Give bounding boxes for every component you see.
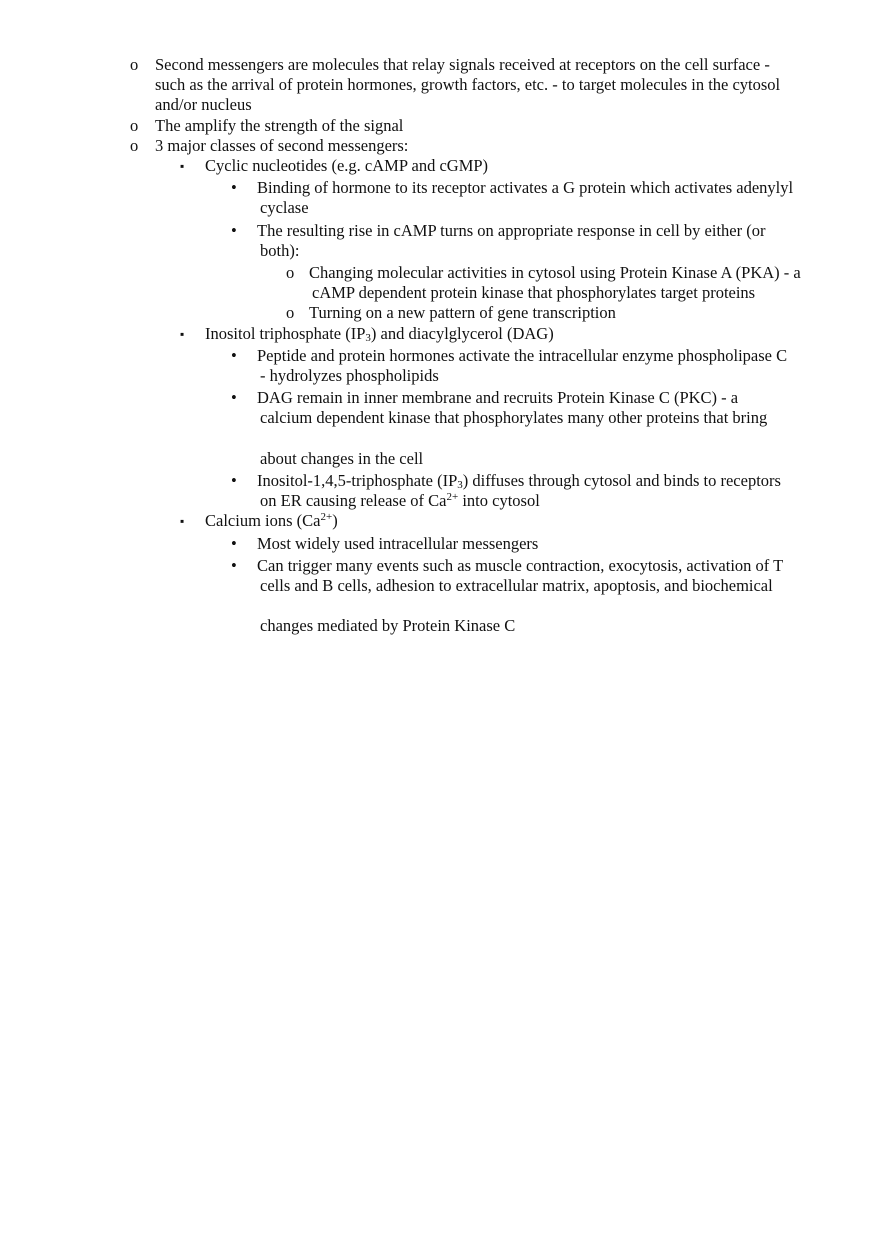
- round-bullet-marker: •: [231, 388, 237, 408]
- text-fragment: Inositol triphosphate (IP: [205, 323, 366, 343]
- list-item-cyclic-nucleotides: [0, 156, 880, 176]
- list-item-second-messengers-definition: [0, 55, 880, 116]
- list-item-inositol-triphosphate: [0, 324, 880, 344]
- subscript: 3: [457, 479, 463, 492]
- list-item-gene-transcription: [0, 303, 880, 323]
- text-fragment: into cytosol: [458, 491, 540, 511]
- text-line: Second messengers are molecules that relay signals received at receptors on the cell surface -: [155, 55, 770, 74]
- round-bullet-marker: •: [231, 555, 237, 575]
- round-bullet-marker: •: [231, 345, 237, 365]
- text-fragment: Calcium ions (Ca: [205, 511, 321, 531]
- text-line: Can trigger many events such as muscle contraction, exocytosis, activation of T: [257, 555, 784, 575]
- text-line: Binding of hormone to its receptor activates a G protein which activates adenylyl: [257, 178, 794, 198]
- text-fragment: ) diffuses through cytosol and binds to receptors: [462, 471, 781, 491]
- list-item-trigger-events: [0, 556, 880, 637]
- text-line: - hydrolyzes phospholipids: [260, 366, 439, 386]
- hollow-bullet-marker: o: [130, 115, 139, 135]
- text-line: both):: [260, 240, 300, 260]
- text-line: DAG remain in inner membrane and recruits Protein Kinase C (PKC) - a: [257, 388, 739, 408]
- list-item-phospholipase-c: [0, 346, 880, 386]
- text-line: Turning on a new pattern of gene transcription: [309, 303, 616, 323]
- list-item-major-classes: [0, 136, 880, 156]
- text-line: cells and B cells, adhesion to extracellular matrix, apoptosis, and biochemical: [260, 576, 773, 596]
- superscript: 2+: [320, 511, 333, 524]
- text-line: Cyclic nucleotides (e.g. cAMP and cGMP): [205, 156, 489, 176]
- round-bullet-marker: •: [231, 533, 237, 553]
- square-bullet-marker: ▪: [180, 159, 185, 174]
- text-fragment: Inositol-1,4,5-triphosphate (IP: [257, 471, 458, 491]
- text-line: about changes in the cell: [260, 448, 424, 468]
- list-item-pka: [0, 263, 880, 303]
- text-line: Most widely used intracellular messengers: [257, 533, 539, 553]
- round-bullet-marker: •: [231, 178, 237, 198]
- hollow-bullet-marker: o: [130, 135, 139, 155]
- text-fragment: on ER causing release of Ca: [260, 491, 447, 511]
- text-fragment: ) and diacylglycerol (DAG): [370, 323, 554, 343]
- text-line: The amplify the strength of the signal: [155, 115, 404, 135]
- square-bullet-marker: ▪: [180, 514, 185, 529]
- document-page: [0, 55, 880, 637]
- text-line: and/or nucleus: [155, 95, 252, 115]
- list-item-g-protein: [0, 178, 880, 218]
- text-line: changes mediated by Protein Kinase C: [260, 616, 516, 636]
- list-item-ip3-diffuses: [0, 471, 880, 511]
- hollow-bullet-marker: o: [286, 263, 295, 283]
- hollow-bullet-marker: o: [286, 303, 295, 323]
- text-line: cAMP dependent protein kinase that phosphorylates target proteins: [312, 283, 756, 303]
- text-line: cyclase: [260, 198, 309, 218]
- text-line: The resulting rise in cAMP turns on appropriate response in cell by either (or: [257, 220, 766, 240]
- text-line: such as the arrival of protein hormones, growth factors, etc. - to target molecules in the cytosol: [155, 75, 781, 95]
- list-item-dag-pkc: [0, 388, 880, 469]
- text-line: Changing molecular activities in cytosol using Protein Kinase A (PKA) - a: [309, 263, 801, 283]
- list-item-amplify: [0, 116, 880, 136]
- text-line: calcium dependent kinase that phosphorylates many other proteins that bring: [260, 408, 768, 428]
- text-fragment: ): [332, 511, 338, 531]
- hollow-bullet-marker: o: [130, 55, 139, 74]
- list-item-most-widely-used: [0, 534, 880, 554]
- list-item-calcium-ions: [0, 511, 880, 531]
- list-item-camp-rise: [0, 221, 880, 261]
- round-bullet-marker: •: [231, 471, 237, 491]
- subscript: 3: [365, 331, 371, 344]
- superscript: 2+: [446, 491, 459, 504]
- text-line: 3 major classes of second messengers:: [155, 135, 409, 155]
- text-line: Peptide and protein hormones activate the intracellular enzyme phospholipase C: [257, 345, 788, 365]
- round-bullet-marker: •: [231, 220, 237, 240]
- square-bullet-marker: ▪: [180, 326, 185, 341]
